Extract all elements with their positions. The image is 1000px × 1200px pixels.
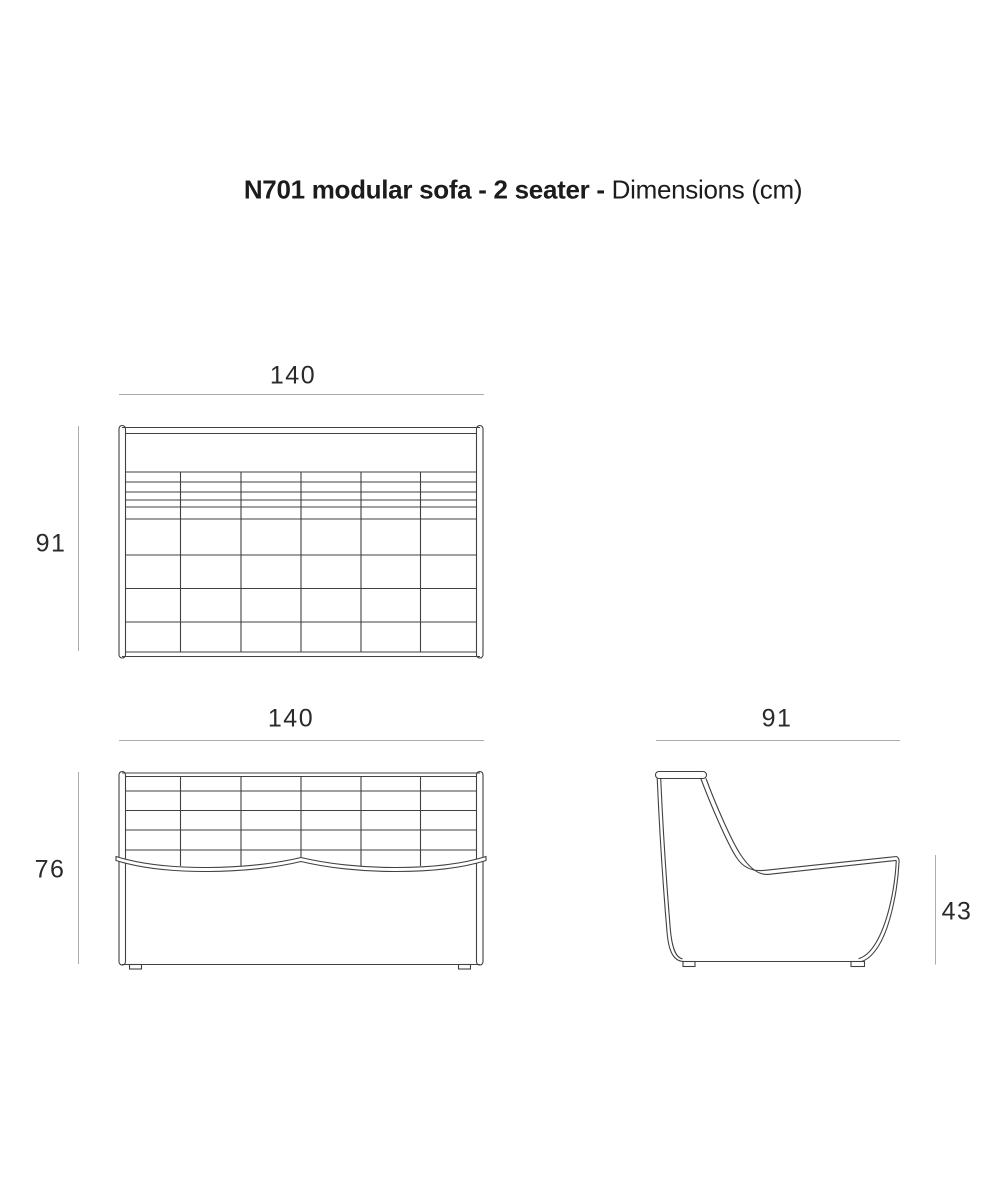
front-view-left-rail	[119, 772, 126, 966]
dim-label-top-depth: 91	[35, 529, 67, 558]
side-view-drawing	[656, 772, 900, 967]
dim-label-top-width: 140	[269, 361, 317, 390]
front-view-right-foot	[459, 965, 471, 970]
dim-label-front-height: 76	[34, 855, 66, 884]
dim-label-side-seat-height: 43	[941, 897, 973, 926]
side-view-front-outer	[861, 857, 899, 962]
front-view-seat-piping-wave	[116, 857, 486, 872]
dimension-lines	[79, 395, 936, 965]
top-view-drawing	[119, 426, 483, 659]
side-view-right-foot	[851, 962, 865, 967]
page-title	[244, 175, 802, 206]
top-view-left-rail	[119, 426, 126, 659]
dim-label-front-width: 140	[267, 704, 315, 733]
side-view-left-foot	[683, 962, 695, 967]
page-title-product: N701 modular sofa - 2 seater -	[243, 174, 612, 205]
side-view-top-rail	[656, 772, 707, 779]
page-title-suffix: Dimensions (cm)	[611, 174, 803, 205]
top-view-right-rail	[477, 426, 484, 659]
front-view-right-rail	[477, 772, 484, 966]
front-view-drawing	[116, 772, 486, 970]
side-view-front-inner	[859, 860, 897, 958]
side-view-seat-upper	[701, 779, 897, 871]
side-view-back-inner	[661, 779, 683, 959]
front-view-left-foot	[130, 965, 142, 970]
front-view-vertical-seams	[181, 777, 421, 870]
top-view-vertical-seams	[181, 472, 421, 652]
dim-label-side-depth: 91	[761, 704, 793, 733]
